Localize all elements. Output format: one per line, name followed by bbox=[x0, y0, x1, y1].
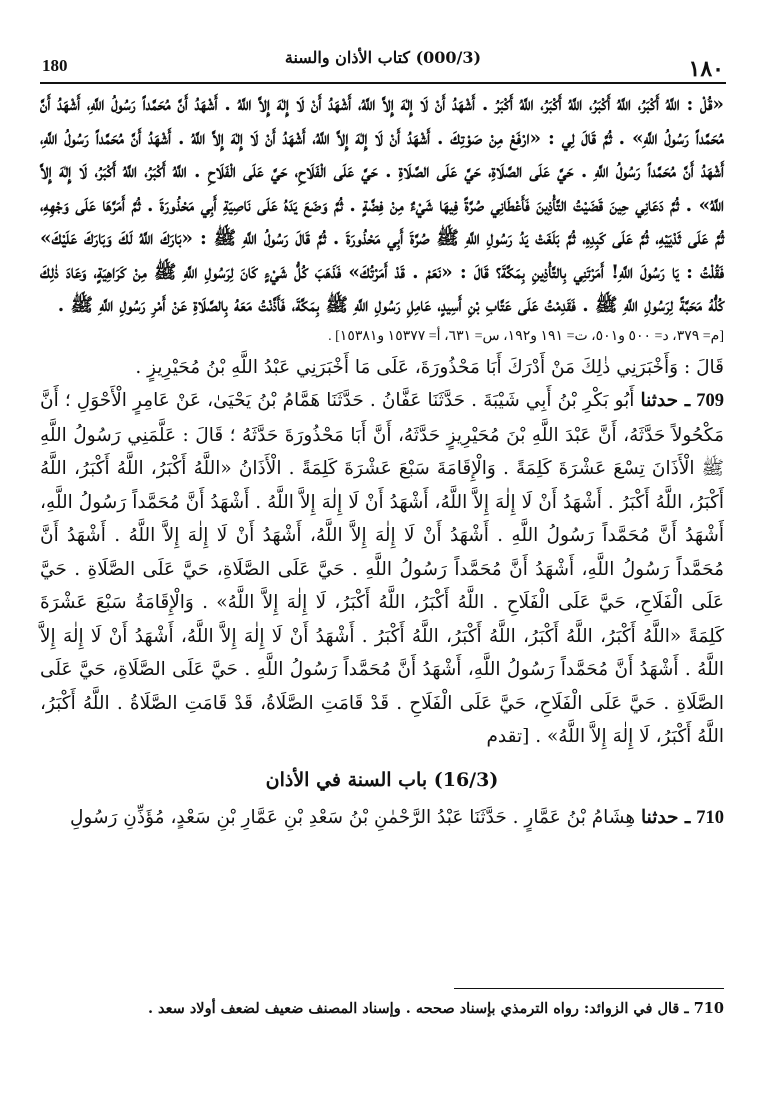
footnote-divider bbox=[454, 988, 724, 989]
hadith-710 bbox=[40, 801, 724, 836]
footnote-label: 710 ـ قال في الزوائد: bbox=[583, 1000, 724, 1017]
page-number: 180 bbox=[42, 56, 68, 75]
hadith-text: أَبُو بَكْرِ بْنُ أَبِي شَيْبَةَ . حَدَّثَنَا عَفَّانُ . حَدَّثَنَا هَمَّامُ بْنُ يَحْيَىٰ، عَنْ عَامِرٍ الْأَحْوَلِ ؛ أَنَّ مَكْحُولاً حَدَّثَهُ، أَنَّ عَبْدَ اللَّهِ بْنَ مُحَيْرِيزٍ حَدَّثَهُ، أَنَّ أَبَا مَحْذُورَةَ حَدَّثَهُ ؛ قَالَ : عَلَّمَنِي رَسُولُ اللَّهِ ﷺ الْأَذَانَ تِسْعَ عَشْرَةَ كَلِمَةً . وَالْإِقَامَةَ سَبْعَ عَشْرَةَ كَلِمَةً . الْأَذَانُ «اللَّهُ أَكْبَرُ، اللَّهُ أَكْبَرُ، اللَّهُ أَكْبَرُ، اللَّهُ أَكْبَرُ . أَشْهَدُ أَنْ لَا إِلٰهَ إِلاَّ اللَّهُ، أَشْهَدُ أَنْ لَا إِلٰهَ إِلاَّ اللَّهُ . أَشْهَدُ أَنَّ مُحَمَّداً رَسُولُ اللَّهِ، أَشْهَدُ أَنَّ مُحَمَّداً رَسُولُ اللَّهِ . أَشْهَدُ أَنْ لَا إِلٰهَ إِلاَّ اللَّهُ، أَشْهَدُ أَنْ لَا إِلٰهَ إِلاَّ اللَّهُ . أَشْهَدُ أَنَّ مُحَمَّداً رَسُولُ اللَّهِ، أَشْهَدُ أَنَّ مُحَمَّداً رَسُولُ اللَّهِ . حَيَّ عَلَى الصَّلَاةِ، حَيَّ عَلَى الصَّلَاةِ . حَيَّ عَلَى الْفَلَاحِ، حَيَّ عَلَى الْفَلَاحِ . اللَّهُ أَكْبَرُ، اللَّهُ أَكْبَرُ، لَا إِلٰهَ إِلاَّ اللَّهُ» . وَالْإِقَامَةُ سَبْعَ عَشْرَةَ كَلِمَةً «اللَّهُ أَكْبَرُ، اللَّهُ أَكْبَرُ، اللَّهُ أَكْبَرُ، اللَّهُ أَكْبَرُ . أَشْهَدُ أَنْ لَا إِلٰهَ إِلاَّ اللَّهُ، أَشْهَدُ أَنْ لَا إِلٰهَ إِلاَّ اللَّهُ . أَشْهَدُ أَنَّ مُحَمَّداً رَسُولُ اللَّهِ، أَشْهَدُ أَنَّ مُحَمَّداً رَسُولُ اللَّهِ . حَيَّ عَلَى الصَّلَاةِ، حَيَّ عَلَى الصَّلَاةِ . حَيَّ عَلَى الْفَلَاحِ، حَيَّ عَلَى الْفَلَاحِ . قَدْ قَامَتِ الصَّلَاةُ، قَدْ قَامَتِ الصَّلَاةُ . اللَّهُ أَكْبَرُ، اللَّهُ أَكْبَرُ، لَا إِلٰهَ إِلاَّ اللَّهُ» . bbox=[40, 390, 724, 747]
hadith-trailing-ref: [تقدم bbox=[486, 726, 530, 747]
footnote bbox=[40, 996, 724, 1022]
reference-line: [م= ٣٧٩، د= ٥٠٠ و٥٠١، ت= ١٩١ و١٩٢، س= ٦٣١، أ= ١٥٣٧٧ و١٥٣٨١] . bbox=[328, 328, 724, 344]
hadith-lead: ـ حدثنا bbox=[640, 390, 691, 411]
hadith-709 bbox=[40, 384, 724, 754]
hadith-lead: ـ حدثنا bbox=[640, 807, 691, 828]
chapter-heading: (16/3) باب السنة في الأذان bbox=[265, 768, 499, 791]
page-number-arabic: ١٨٠ bbox=[688, 56, 724, 82]
page-body bbox=[40, 88, 724, 836]
paragraph-adhan-continuation: «قُلْ : اللَّهُ أَكْبَرُ، اللَّهُ أَكْبَرُ، اللَّهُ أَكْبَرُ، اللَّهُ أَكْبَرُ . أَشْهَدُ أَنْ لَا إِلٰهَ إِلاَّ اللَّهُ، أَشْهَدُ أَنْ لَا إِلٰهَ إِلاَّ اللَّهُ . أَشْهَدُ أَنَّ مُحَمَّداً رَسُولُ اللَّهِ، أَشْهَدُ أَنَّ مُحَمَّداً رَسُولُ اللَّهِ» . ثُمَّ قَالَ لِي : «ارْفَعْ مِنْ صَوْتِكَ . أَشْهَدُ أَنْ لَا إِلٰهَ إِلاَّ اللَّهُ، أَشْهَدُ أَنْ لَا إِلٰهَ إِلاَّ اللَّهُ . أَشْهَدُ أَنَّ مُحَمَّداً رَسُولُ اللَّهِ، أَشْهَدُ أَنَّ مُحَمَّداً رَسُولُ اللَّهِ . حَيَّ عَلَى الصَّلَاةِ، حَيَّ عَلَى الصَّلَاةِ . حَيَّ عَلَى الْفَلَاحِ، حَيَّ عَلَى الْفَلَاحِ . اللَّهُ أَكْبَرُ، اللَّهُ أَكْبَرُ، لَا إِلٰهَ إِلاَّ اللَّهُ» . ثُمَّ دَعَانِي حِينَ قَضَيْتُ التَّأْذِينَ فَأَعْطَانِي صُرَّةً فِيهَا شَيْءٌ مِنْ فِضَّةٍ . ثُمَّ وَضَعَ يَدَهُ عَلَى نَاصِيَةِ أَبِي مَحْذُورَةَ . ثُمَّ أَمَرَّهَا عَلَى وَجْهِهِ، ثُمَّ عَلَى ثَدْيَيْهِ، ثُمَّ عَلَى كَبِدِهِ، ثُمَّ بَلَغَتْ يَدُ رَسُولِ اللَّهِ ﷺ صُرَّةَ أَبِي مَحْذُورَةَ . ثُمَّ قَالَ رَسُولُ اللَّهِ ﷺ : «بَارَكَ اللَّهُ لَكَ وَبَارَكَ عَلَيْكَ» فَقُلْتُ : يَا رَسُولَ اللَّهِ! أَمَرْتَنِي بِالتَّأْذِينِ بِمَكَّةَ؟ قَالَ : «نَعَمْ . قَدْ أَمَرْتُكَ» فَذَهَبَ كُلُّ شَيْءٍ كَانَ لِرَسُولِ اللَّهِ ﷺ مِنْ كَرَاهِيَةٍ، وَعَادَ ذٰلِكَ كُلُّهُ مَحَبَّةً لِرَسُولِ اللَّهِ ﷺ . فَقَدِمْتُ عَلَى عَتَّابِ بْنِ أَسِيدٍ، عَامِلِ رَسُولِ اللَّهِ ﷺ بِمَكَّةَ، فَأَذَّنْتُ مَعَهُ بِالصَّلَاةِ عَنْ أَمْرِ رَسُولِ اللَّهِ ﷺ . bbox=[40, 94, 724, 316]
hadith-number: 710 bbox=[696, 808, 724, 828]
running-title: (000/3) كتاب الأذان والسنة bbox=[284, 48, 482, 67]
page-header bbox=[40, 42, 726, 84]
paragraph-narration: قَالَ : وَأَخْبَرَنِي ذٰلِكَ مَنْ أَدْرَكَ أَبَا مَحْذُورَةَ، عَلَى مَا أَخْبَرَنِي عَبْدُ اللَّهِ بْنُ مُحَيْرِيزٍ . bbox=[135, 356, 724, 378]
hadith-text: هِشَامُ بْنُ عَمَّارٍ . حَدَّثَنَا عَبْدُ الرَّحْمٰنِ بْنُ سَعْدِ بْنِ عَمَّارِ بْنِ سَعْدٍ، مُؤَذِّنِ رَسُولِ bbox=[69, 807, 636, 828]
hadith-number: 709 bbox=[696, 391, 724, 411]
footnote-text: رواه الترمذي بإسناد صححه . وإسناد المصنف ضعيف لضعف أولاد سعد . bbox=[147, 1000, 579, 1017]
